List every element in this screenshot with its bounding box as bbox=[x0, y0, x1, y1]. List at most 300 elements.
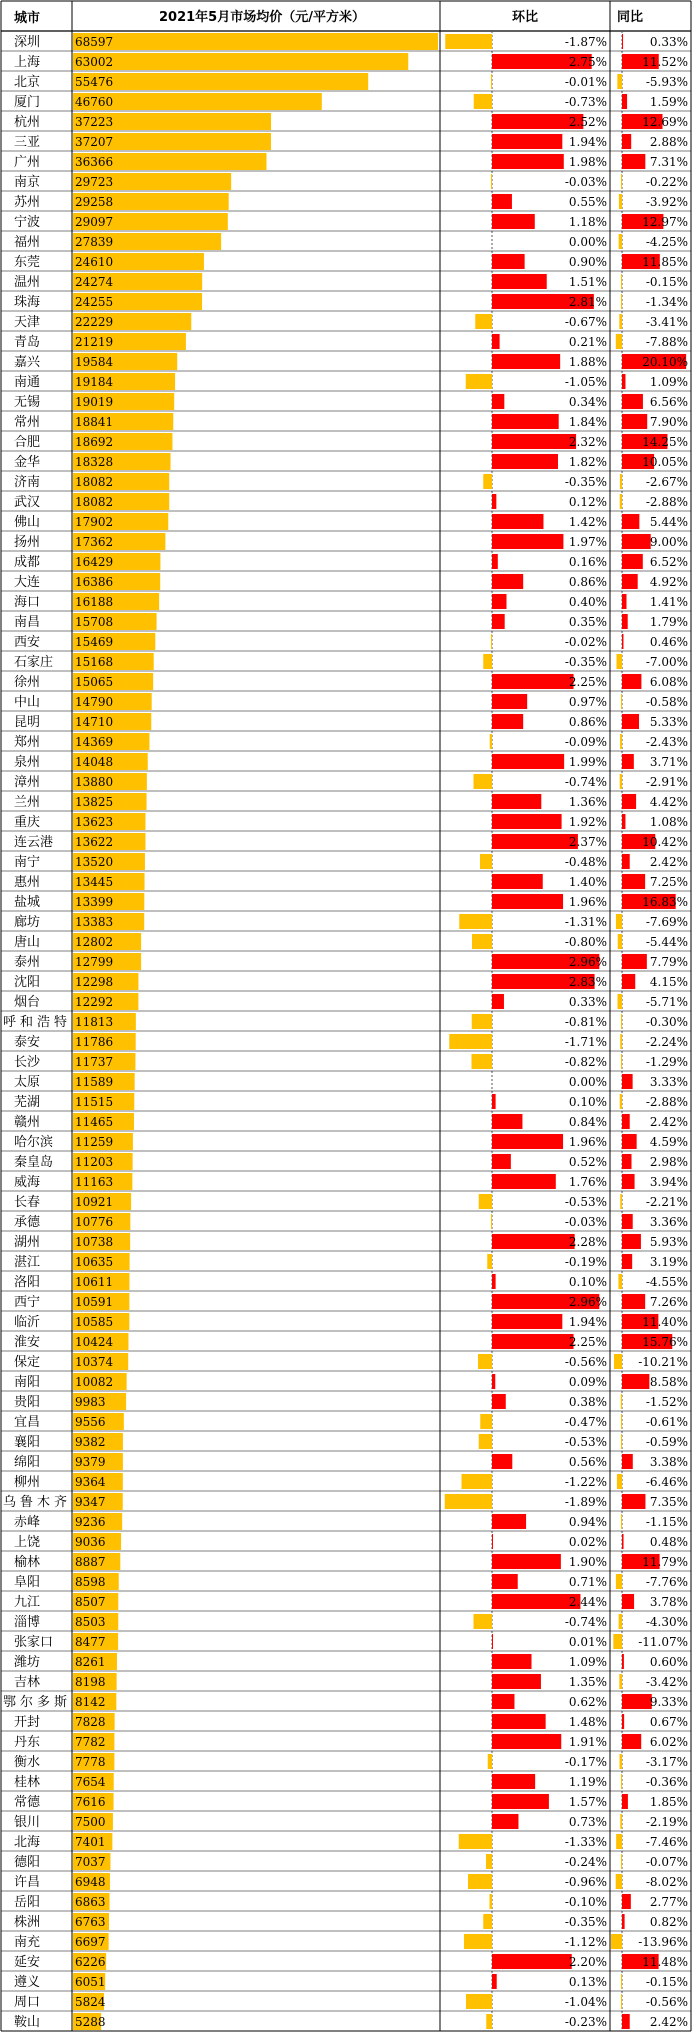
mom-bar bbox=[487, 1254, 492, 1269]
mom-bar bbox=[492, 1734, 561, 1749]
price-label: 11737 bbox=[75, 1055, 114, 1069]
yoy-bar bbox=[622, 1654, 624, 1669]
mom-label: 0.62% bbox=[568, 1695, 607, 1709]
city-label: 鞍山 bbox=[14, 2015, 41, 2030]
city-label: 临沂 bbox=[14, 1315, 41, 1330]
mom-label: 2.96% bbox=[568, 955, 607, 969]
yoy-label: 2.42% bbox=[649, 1115, 688, 1129]
mom-label: 0.02% bbox=[568, 1535, 607, 1549]
city-label: 南通 bbox=[14, 375, 41, 390]
mom-bar bbox=[474, 774, 493, 789]
mom-label: -0.24% bbox=[564, 1855, 607, 1869]
mom-label: -0.53% bbox=[564, 1435, 607, 1449]
mom-label: 0.00% bbox=[568, 235, 607, 249]
yoy-label: -3.17% bbox=[645, 1755, 688, 1769]
yoy-bar bbox=[622, 554, 643, 569]
city-label: 常州 bbox=[14, 415, 41, 430]
header-yoy: 同比 bbox=[616, 10, 644, 25]
mom-label: -0.74% bbox=[564, 1615, 607, 1629]
mom-bar bbox=[445, 1494, 492, 1509]
mom-label: -0.81% bbox=[564, 1015, 607, 1029]
mom-bar bbox=[492, 334, 500, 349]
city-label: 桂林 bbox=[14, 1775, 41, 1790]
price-label: 6226 bbox=[75, 1955, 106, 1969]
city-label: 湛江 bbox=[14, 1255, 41, 1270]
mom-label: -0.17% bbox=[564, 1755, 607, 1769]
mom-bar bbox=[459, 1834, 492, 1849]
yoy-bar bbox=[622, 1134, 637, 1149]
yoy-label: -0.15% bbox=[645, 1975, 688, 1989]
price-label: 13825 bbox=[75, 795, 114, 809]
city-label: 唐山 bbox=[14, 935, 41, 950]
yoy-bar bbox=[622, 574, 638, 589]
yoy-bar bbox=[616, 334, 622, 349]
mom-label: 2.81% bbox=[568, 295, 607, 309]
mom-bar bbox=[472, 1054, 493, 1069]
header-price: 2021年5月市场均价（元/平方米） bbox=[159, 10, 365, 25]
city-label: 淮安 bbox=[14, 1335, 41, 1350]
yoy-bar bbox=[622, 534, 651, 549]
city-label: 广州 bbox=[14, 155, 41, 170]
mom-bar bbox=[472, 934, 492, 949]
city-label: 开封 bbox=[14, 1715, 41, 1730]
mom-label: -0.56% bbox=[564, 1355, 607, 1369]
mom-label: -1.71% bbox=[564, 1035, 607, 1049]
price-label: 14790 bbox=[75, 695, 114, 709]
mom-bar bbox=[492, 1554, 561, 1569]
yoy-label: -0.22% bbox=[645, 175, 688, 189]
price-label: 63002 bbox=[75, 55, 114, 69]
price-label: 68597 bbox=[75, 35, 114, 49]
mom-label: -0.09% bbox=[564, 735, 607, 749]
mom-label: 0.33% bbox=[568, 995, 607, 1009]
city-label: 洛阳 bbox=[14, 1275, 41, 1290]
yoy-bar bbox=[620, 1194, 622, 1209]
mom-bar bbox=[491, 634, 492, 649]
mom-label: 1.97% bbox=[568, 535, 607, 549]
mom-label: 0.09% bbox=[568, 1375, 607, 1389]
yoy-label: 10.42% bbox=[642, 835, 688, 849]
mom-bar bbox=[479, 1194, 492, 1209]
city-label: 杭州 bbox=[14, 115, 41, 130]
price-label: 10374 bbox=[75, 1355, 114, 1369]
mom-bar bbox=[492, 194, 512, 209]
price-label: 9036 bbox=[75, 1535, 106, 1549]
mom-bar bbox=[483, 654, 492, 669]
mom-label: 2.20% bbox=[568, 1955, 607, 1969]
city-label: 周口 bbox=[14, 1995, 41, 2010]
mom-label: -0.73% bbox=[564, 95, 607, 109]
city-label: 南宁 bbox=[14, 855, 41, 870]
yoy-label: -2.88% bbox=[645, 1095, 688, 1109]
yoy-bar bbox=[621, 1054, 622, 1069]
yoy-bar bbox=[621, 1414, 622, 1429]
city-label: 温州 bbox=[14, 275, 41, 290]
price-label: 13399 bbox=[75, 895, 114, 909]
mom-label: -1.87% bbox=[564, 35, 607, 49]
price-label: 10591 bbox=[75, 1295, 114, 1309]
mom-label: 0.12% bbox=[568, 495, 607, 509]
price-label: 9236 bbox=[75, 1515, 106, 1529]
city-label: 芜湖 bbox=[14, 1095, 41, 1110]
mom-label: 0.10% bbox=[568, 1275, 607, 1289]
price-bar bbox=[73, 33, 438, 50]
city-label: 哈尔滨 bbox=[14, 1135, 54, 1150]
price-label: 6863 bbox=[75, 1895, 106, 1909]
price-label: 11515 bbox=[75, 1095, 114, 1109]
city-label: 扬州 bbox=[14, 535, 41, 550]
city-label: 宜昌 bbox=[14, 1415, 41, 1430]
yoy-bar bbox=[616, 1874, 622, 1889]
mom-bar bbox=[492, 794, 541, 809]
yoy-bar bbox=[622, 1174, 635, 1189]
price-label: 13622 bbox=[75, 835, 114, 849]
mom-bar bbox=[492, 1314, 562, 1329]
price-label: 15469 bbox=[75, 635, 114, 649]
price-label: 9556 bbox=[75, 1415, 106, 1429]
city-label: 阜阳 bbox=[14, 1575, 41, 1590]
mom-label: -1.89% bbox=[564, 1495, 607, 1509]
city-label: 张家口 bbox=[14, 1635, 54, 1650]
city-label: 威海 bbox=[14, 1175, 41, 1190]
mom-bar bbox=[479, 1434, 492, 1449]
yoy-label: 2.98% bbox=[649, 1155, 688, 1169]
yoy-label: 4.15% bbox=[649, 975, 688, 989]
mom-bar bbox=[459, 914, 492, 929]
yoy-label: 14.25% bbox=[642, 435, 688, 449]
city-label: 湖州 bbox=[14, 1235, 41, 1250]
price-label: 11786 bbox=[75, 1035, 114, 1049]
mom-label: -0.35% bbox=[564, 1915, 607, 1929]
yoy-bar bbox=[622, 674, 641, 689]
city-label: 秦皇岛 bbox=[14, 1155, 54, 1170]
mom-label: 1.84% bbox=[568, 415, 607, 429]
yoy-label: 1.79% bbox=[649, 615, 688, 629]
mom-label: 1.96% bbox=[568, 895, 607, 909]
mom-bar bbox=[492, 1274, 496, 1289]
mom-bar bbox=[492, 414, 559, 429]
yoy-bar bbox=[622, 1914, 625, 1929]
mom-label: -1.22% bbox=[564, 1475, 607, 1489]
mom-bar bbox=[492, 1134, 563, 1149]
yoy-bar bbox=[618, 934, 622, 949]
city-label: 许昌 bbox=[14, 1875, 41, 1890]
yoy-bar bbox=[622, 1734, 641, 1749]
mom-label: 1.90% bbox=[568, 1555, 607, 1569]
yoy-label: 3.78% bbox=[649, 1595, 688, 1609]
price-label: 10635 bbox=[75, 1255, 114, 1269]
price-label: 10611 bbox=[75, 1275, 114, 1289]
yoy-label: 11.85% bbox=[642, 255, 688, 269]
city-label: 成都 bbox=[14, 555, 41, 570]
yoy-bar bbox=[616, 914, 622, 929]
yoy-bar bbox=[622, 854, 630, 869]
mom-bar bbox=[468, 1874, 492, 1889]
price-label: 14710 bbox=[75, 715, 114, 729]
mom-bar bbox=[492, 1114, 522, 1129]
price-label: 8261 bbox=[75, 1655, 106, 1669]
price-label: 37207 bbox=[75, 135, 114, 149]
price-label: 8503 bbox=[75, 1615, 106, 1629]
mom-label: 2.83% bbox=[568, 975, 607, 989]
yoy-label: -1.52% bbox=[645, 1395, 688, 1409]
yoy-bar bbox=[622, 1694, 652, 1709]
yoy-label: 3.94% bbox=[649, 1175, 688, 1189]
mom-label: 1.82% bbox=[568, 455, 607, 469]
price-label: 8198 bbox=[75, 1675, 106, 1689]
city-label: 青岛 bbox=[14, 335, 41, 350]
city-label: 昆明 bbox=[14, 715, 41, 730]
price-label: 6763 bbox=[75, 1915, 106, 1929]
city-label: 吉林 bbox=[14, 1675, 41, 1690]
yoy-bar bbox=[619, 1614, 622, 1629]
yoy-label: 2.42% bbox=[649, 2015, 688, 2029]
yoy-label: 6.08% bbox=[649, 675, 688, 689]
mom-bar bbox=[492, 1954, 572, 1969]
mom-bar bbox=[492, 1094, 496, 1109]
mom-bar bbox=[490, 1894, 493, 1909]
yoy-label: -2.91% bbox=[645, 775, 688, 789]
city-label: 天津 bbox=[14, 315, 41, 330]
mom-label: 1.40% bbox=[568, 875, 607, 889]
mom-label: 0.38% bbox=[568, 1395, 607, 1409]
price-label: 7782 bbox=[75, 1735, 106, 1749]
mom-label: 0.55% bbox=[568, 195, 607, 209]
price-label: 9379 bbox=[75, 1455, 106, 1469]
mom-bar bbox=[492, 1594, 580, 1609]
mom-bar bbox=[478, 1354, 492, 1369]
mom-bar bbox=[492, 1654, 532, 1669]
city-label: 烟台 bbox=[14, 995, 41, 1010]
price-label: 11203 bbox=[75, 1155, 114, 1169]
city-label: 佛山 bbox=[14, 515, 41, 530]
yoy-label: -10.21% bbox=[638, 1355, 688, 1369]
mom-label: 2.44% bbox=[568, 1595, 607, 1609]
yoy-label: -7.76% bbox=[645, 1575, 688, 1589]
city-label: 西安 bbox=[14, 635, 41, 650]
mom-label: 2.32% bbox=[568, 435, 607, 449]
price-label: 11465 bbox=[75, 1115, 114, 1129]
yoy-bar bbox=[621, 694, 622, 709]
yoy-label: 3.71% bbox=[649, 755, 688, 769]
mom-bar bbox=[492, 134, 562, 149]
price-label: 12292 bbox=[75, 995, 114, 1009]
yoy-bar bbox=[622, 1454, 633, 1469]
city-label: 南阳 bbox=[14, 1375, 41, 1390]
mom-label: 0.35% bbox=[568, 615, 607, 629]
yoy-bar bbox=[621, 1974, 622, 1989]
yoy-label: -1.34% bbox=[645, 295, 688, 309]
yoy-label: 2.42% bbox=[649, 855, 688, 869]
mom-bar bbox=[492, 874, 543, 889]
city-label: 柳州 bbox=[14, 1475, 41, 1490]
price-label: 13445 bbox=[75, 875, 114, 889]
yoy-label: 11.40% bbox=[642, 1315, 688, 1329]
mom-bar bbox=[492, 1814, 518, 1829]
price-label: 11589 bbox=[75, 1075, 114, 1089]
mom-bar bbox=[480, 1414, 492, 1429]
yoy-bar bbox=[622, 954, 647, 969]
mom-label: 0.21% bbox=[568, 335, 607, 349]
city-label: 泰安 bbox=[14, 1035, 41, 1050]
city-label: 连云港 bbox=[14, 835, 54, 850]
city-label: 遵义 bbox=[14, 1975, 41, 1990]
yoy-bar bbox=[616, 1574, 622, 1589]
price-label: 24610 bbox=[75, 255, 114, 269]
yoy-bar bbox=[618, 994, 622, 1009]
city-label: 鄂尔多斯 bbox=[3, 1695, 67, 1710]
yoy-label: -0.58% bbox=[645, 695, 688, 709]
yoy-label: 5.33% bbox=[649, 715, 688, 729]
yoy-label: -0.61% bbox=[645, 1415, 688, 1429]
mom-label: -0.96% bbox=[564, 1875, 607, 1889]
city-label: 北海 bbox=[14, 1835, 41, 1850]
yoy-label: 11.48% bbox=[642, 1955, 688, 1969]
yoy-bar bbox=[614, 1354, 622, 1369]
price-label: 10738 bbox=[75, 1235, 114, 1249]
city-label: 北京 bbox=[14, 75, 41, 90]
yoy-label: 0.82% bbox=[649, 1915, 688, 1929]
price-label: 7828 bbox=[75, 1715, 106, 1729]
mom-bar bbox=[492, 154, 564, 169]
price-label: 19184 bbox=[75, 375, 114, 389]
mom-label: 1.19% bbox=[568, 1775, 607, 1789]
yoy-label: 7.25% bbox=[649, 875, 688, 889]
mom-label: 1.51% bbox=[568, 275, 607, 289]
yoy-bar bbox=[622, 814, 625, 829]
mom-label: 2.96% bbox=[568, 1295, 607, 1309]
mom-bar bbox=[490, 734, 492, 749]
city-label: 泰州 bbox=[14, 955, 41, 970]
yoy-label: 1.09% bbox=[649, 375, 688, 389]
yoy-bar bbox=[620, 1094, 622, 1109]
mom-label: -0.02% bbox=[564, 635, 607, 649]
header-mom: 环比 bbox=[511, 10, 539, 25]
yoy-label: -6.46% bbox=[645, 1475, 688, 1489]
yoy-bar bbox=[622, 1074, 633, 1089]
mom-label: 1.99% bbox=[568, 755, 607, 769]
yoy-bar bbox=[616, 1834, 622, 1849]
mom-label: 1.09% bbox=[568, 1655, 607, 1669]
price-label: 16386 bbox=[75, 575, 114, 589]
city-label: 常德 bbox=[14, 1795, 41, 1810]
mom-bar bbox=[492, 1154, 511, 1169]
price-label: 12799 bbox=[75, 955, 114, 969]
price-label: 22229 bbox=[75, 315, 114, 329]
yoy-label: -7.00% bbox=[645, 655, 688, 669]
yoy-label: 15.76% bbox=[642, 1335, 688, 1349]
mom-label: -0.23% bbox=[564, 2015, 607, 2029]
yoy-label: 16.83% bbox=[642, 895, 688, 909]
mom-bar bbox=[492, 254, 525, 269]
yoy-bar bbox=[621, 1434, 622, 1449]
yoy-bar bbox=[622, 414, 647, 429]
price-label: 5824 bbox=[75, 1995, 106, 2009]
mom-bar bbox=[492, 1534, 493, 1549]
yoy-bar bbox=[621, 294, 622, 309]
yoy-label: -3.41% bbox=[645, 315, 688, 329]
price-label: 10776 bbox=[75, 1215, 114, 1229]
yoy-bar bbox=[620, 1034, 622, 1049]
yoy-bar bbox=[620, 494, 622, 509]
price-label: 18082 bbox=[75, 495, 114, 509]
yoy-label: -3.42% bbox=[645, 1675, 688, 1689]
mom-bar bbox=[492, 754, 564, 769]
yoy-label: -2.19% bbox=[645, 1815, 688, 1829]
mom-bar bbox=[492, 1454, 512, 1469]
price-label: 14369 bbox=[75, 735, 114, 749]
mom-label: -0.35% bbox=[564, 655, 607, 669]
yoy-bar bbox=[622, 1234, 641, 1249]
mom-bar bbox=[492, 514, 543, 529]
price-label: 7401 bbox=[75, 1835, 106, 1849]
city-label: 贵阳 bbox=[14, 1395, 41, 1410]
yoy-bar bbox=[622, 1294, 645, 1309]
price-label: 21219 bbox=[75, 335, 114, 349]
yoy-bar bbox=[621, 1394, 622, 1409]
yoy-bar bbox=[622, 1794, 628, 1809]
yoy-bar bbox=[620, 474, 622, 489]
yoy-label: 20.10% bbox=[642, 355, 688, 369]
mom-label: -0.47% bbox=[564, 1415, 607, 1429]
price-label: 36366 bbox=[75, 155, 114, 169]
yoy-label: 5.93% bbox=[649, 1235, 688, 1249]
mom-label: 1.91% bbox=[568, 1735, 607, 1749]
yoy-bar bbox=[622, 154, 645, 169]
yoy-bar bbox=[620, 1754, 622, 1769]
mom-bar bbox=[492, 1694, 514, 1709]
yoy-bar bbox=[622, 374, 625, 389]
yoy-label: 1.41% bbox=[649, 595, 688, 609]
mom-bar bbox=[492, 1394, 506, 1409]
mom-bar bbox=[492, 1714, 546, 1729]
price-label: 7778 bbox=[75, 1755, 106, 1769]
mom-bar bbox=[492, 1774, 535, 1789]
mom-bar bbox=[492, 434, 576, 449]
mom-label: 0.84% bbox=[568, 1115, 607, 1129]
city-label: 潍坊 bbox=[14, 1655, 41, 1670]
mom-bar bbox=[492, 454, 558, 469]
yoy-bar bbox=[622, 794, 636, 809]
price-label: 27839 bbox=[75, 235, 114, 249]
yoy-label: 1.59% bbox=[649, 95, 688, 109]
price-label: 10424 bbox=[75, 1335, 114, 1349]
mom-bar bbox=[492, 274, 547, 289]
yoy-label: 4.59% bbox=[649, 1135, 688, 1149]
yoy-bar bbox=[622, 974, 635, 989]
mom-label: 1.35% bbox=[568, 1675, 607, 1689]
price-label: 15168 bbox=[75, 655, 114, 669]
mom-bar bbox=[491, 74, 492, 89]
mom-bar bbox=[486, 1854, 492, 1869]
mom-bar bbox=[466, 374, 492, 389]
mom-bar bbox=[492, 1794, 549, 1809]
yoy-label: 8.58% bbox=[649, 1375, 688, 1389]
mom-label: 1.42% bbox=[568, 515, 607, 529]
yoy-bar bbox=[621, 274, 622, 289]
mom-label: 2.25% bbox=[568, 1335, 607, 1349]
price-label: 14048 bbox=[75, 755, 114, 769]
mom-bar bbox=[492, 694, 527, 709]
yoy-label: 3.36% bbox=[649, 1215, 688, 1229]
mom-bar bbox=[492, 1234, 575, 1249]
city-label: 珠海 bbox=[14, 295, 41, 310]
yoy-label: -4.30% bbox=[645, 1615, 688, 1629]
price-label: 18841 bbox=[75, 415, 114, 429]
city-label: 绵阳 bbox=[14, 1455, 41, 1470]
mom-label: 1.96% bbox=[568, 1135, 607, 1149]
price-label: 10921 bbox=[75, 1195, 114, 1209]
